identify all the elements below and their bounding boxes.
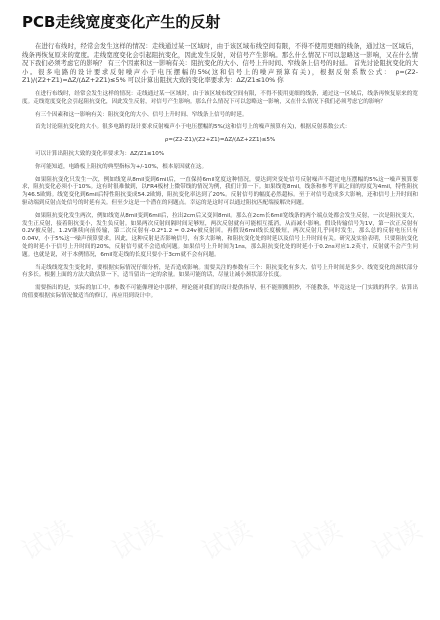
- watermark: [284, 509, 348, 567]
- body-paragraph: 首先讨论阻抗变化的大小。很多电路的设计要求反射噪声小于电压摆幅的5%(这和信号上的噪声预算有关)，根据反射系数公式：: [35, 124, 351, 131]
- watermark: [364, 509, 428, 567]
- body-paragraph: 如果阻抗变化发生两次，例如线宽从8mil变到6mil后，拉出2cm后又变回8mil。那么在2cm长6mil宽线条的两个端点处都会发生反射，一次是阻抗变大，发生正反射，接着阻抗变小，发生负反射。如果两次反射间隔时间足够短，两次反射就有可能相互抵消，从而减小影响。假设传输信号为1V，第一次正反射有0.2V被反射，1.2V继续向前传输，第二次反射有-0.2*1.2 = 0.24v被反射回。再假设6mil线长度极短，两次反射几乎同时发生，那么总的反射电压只有0.04V，小于5%这一噪声预算要求。因此，这种反射是否影响信号，有多大影响，和阻抗变化处的时延以及信号上升时间有关。研究及实验表明，只要阻抗变化处的时延小于信号上升时间的20%，反射信号就不会造成问题。如果信号上升时间为1ns，那么阻抗变化处的时延小于0.2ns对应1.2英寸，反射就不会产生问题。也就是说，对于本例情况，6mil宽走线的长度只要小于3cm就不会有问题。: [22, 212, 418, 258]
- body-paragraph: 有三个因素和这一影响有关：阻抗变化的大小、信号上升时间、窄线条上信号的时延。: [35, 111, 248, 118]
- body-paragraph: 需要指出的是，实际的加工中，参数不可能像理论中那样，理论能对我们的设计提供指导，但不能照搬照抄，不能教条，毕竟这是一门实践的科学。估算出的值要根据实际情况做适当的修订，再应用到设计中。: [22, 285, 418, 299]
- watermark: [104, 509, 168, 567]
- intro-paragraph: 在进行布线时，经常会发生这样的情况：走线通过某一区域时，由于该区域布线空间有限，不得不使用更细的线条，通过这一区域后，线条再恢复原来的宽度。走线宽度变化会引起阻抗变化，因此发生反射，对信号产生影响。那么什么情况下可以忽略这一影响，又在什么情况下我们必须考虑它的影响？ 有三个因素和这一影响有关：阻抗变化的大小、信号上升时间、窄线条上信号的时延。 首先讨论阻抗变化的大小。很多电路的设计要求反射噪声小于电压摆幅的5%(这和信号上的噪声预算有关)，根据反射系数公式： ρ=(Z2-Z1)/(Z2+Z1)=ΔZ/(ΔZ+2Z1)≤5% 可以计算出阻抗大致的变化率要求为：ΔZ/Z1≤10% 你: [22, 42, 418, 85]
- document-body: [22, 42, 418, 306]
- watermark: [14, 509, 78, 567]
- watermark: [194, 509, 258, 567]
- formula: ρ=(Z2-Z1)/(Z2+Z1)=ΔZ/(ΔZ+2Z1)≤5%: [164, 137, 276, 144]
- body-paragraph: 你可能知道，电路板上阻抗的典型指标为+/-10%，根本原因就在这。: [35, 163, 208, 170]
- body-paragraph: 如果阻抗变化只发生一次，例如线宽从8mil变到6mil后，一直保持6mil宽度这种情况，要达到突变处信号反射噪声不超过电压摆幅的5%这一噪声预算要求，阻抗变化必须小于10%。这有时很难做到，以FR4板材上微带线的情况为例，我们计算一下。如果线宽8mil，线条和参考平面之间的厚度为4mil，特性阻抗为46.5欧姆。线宽变化到6mil后特性阻抗变成54.2欧姆，阻抗变化率达到了20%。反射信号的幅度必然超标。至于对信号造成多大影响，还和信号上升时间和驱动端到反射点处信号的时延有关。但至少这是一个潜在的问题点。幸运的是这时可以通过阻抗匹配端接解决问题。: [22, 176, 418, 206]
- document-title: PCB走线宽度变化产生的反射: [22, 13, 221, 31]
- body-paragraph: 可以计算出阻抗大致的变化率要求为：ΔZ/Z1≤10%: [35, 150, 165, 157]
- body-paragraph: 在进行布线时，经常会发生这样的情况：走线通过某一区域时，由于该区域布线空间有限，不得不使用更细的线条，通过这一区域后，线条再恢复原来的宽度。走线宽度变化会引起阻抗变化，因此发生反射，对信号产生影响。那么什么情况下可以忽略这一影响，又在什么情况下我们必须考虑它的影响？: [22, 90, 418, 105]
- body-paragraph: 当走线线宽发生变化时，要根据实际情况仔细分析，是否造成影响。需要关注的参数有三个：阻抗变化有多大、信号上升时间是多少、线宽变化的颈状部分有多长。根据上面的方法大致估算一下，适当留出一定的余量。如果可能的话，尽量让减小颈状部分长度。: [22, 264, 418, 279]
